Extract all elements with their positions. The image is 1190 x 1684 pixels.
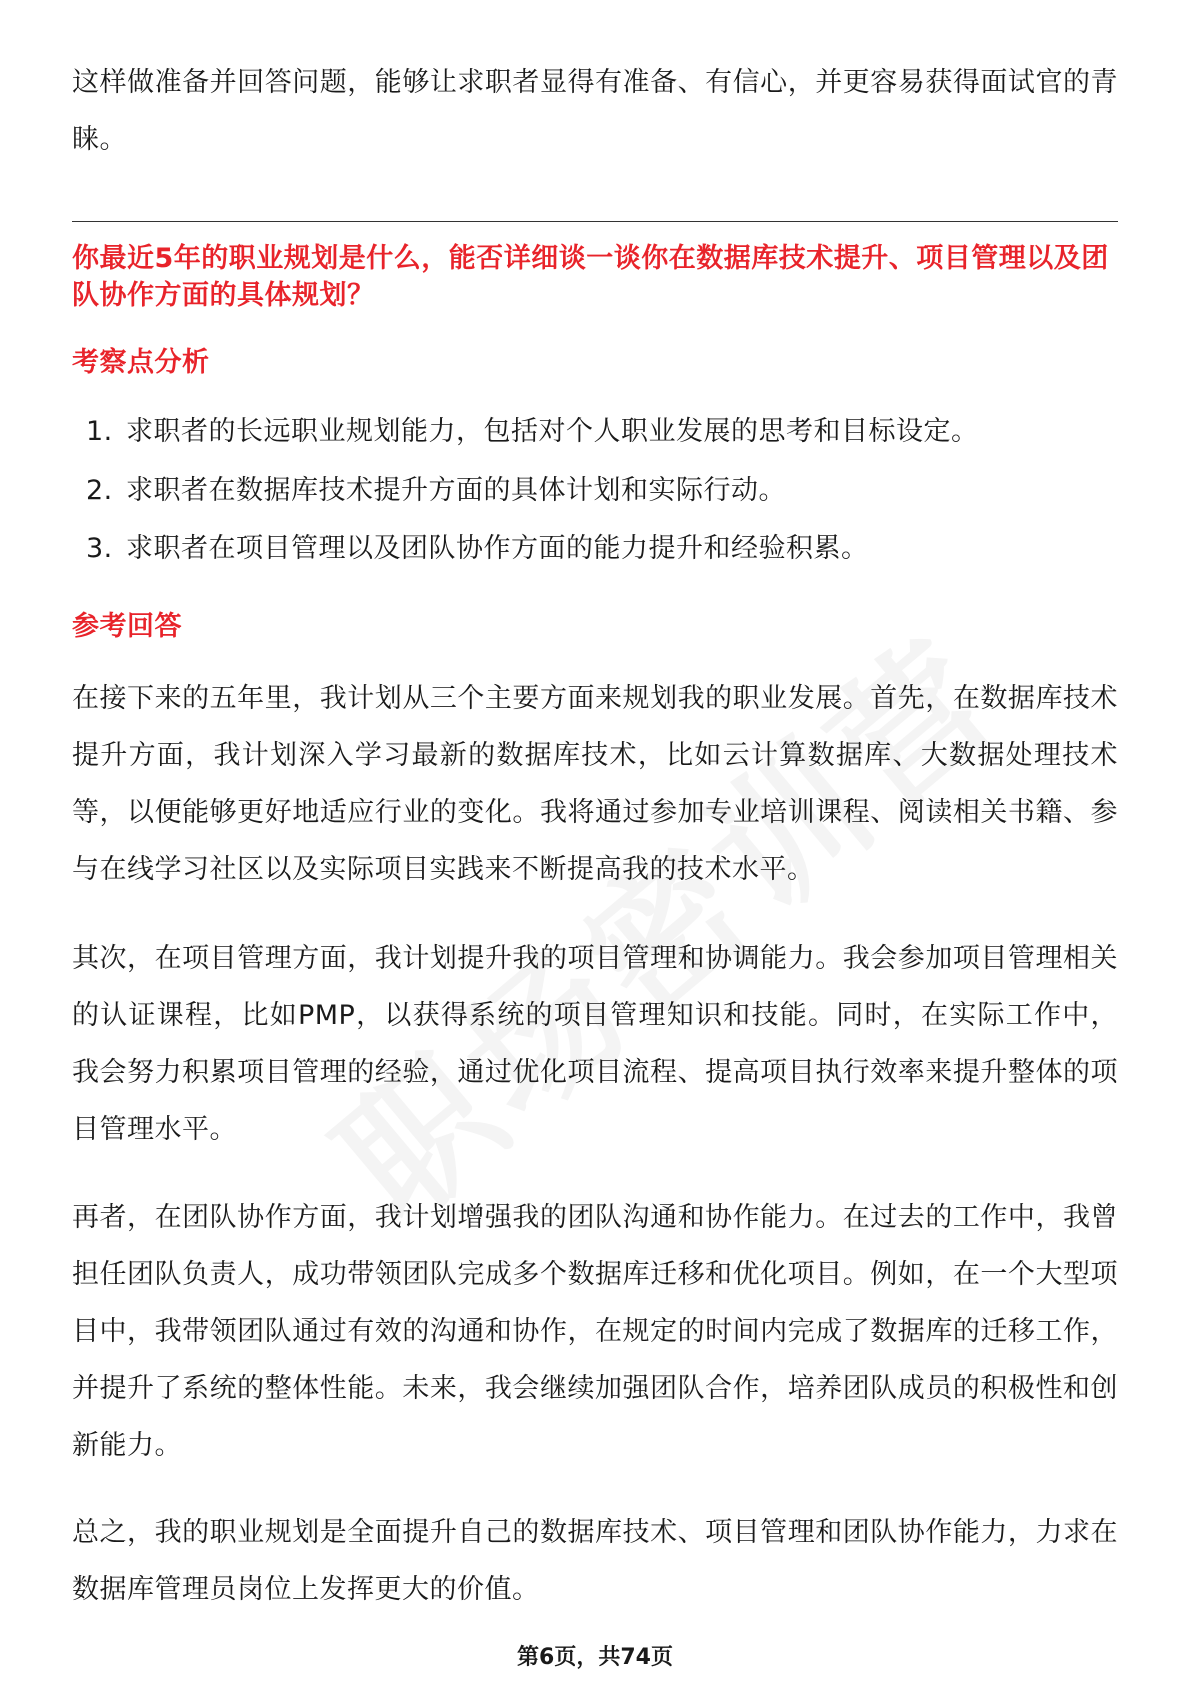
answer-paragraph-4: 总之，我的职业规划是全面提升自己的数据库技术、项目管理和团队协作能力，力求在数据库管理员岗位上发挥更大的价值。 (72, 1517, 1118, 1605)
document-page (72, 0, 1118, 1684)
list-item-text: 求职者的长远职业规划能力，包括对个人职业发展的思考和目标设定。 (126, 416, 979, 447)
list-item (86, 462, 1116, 521)
page-number: 第6页，共74页 (517, 1645, 673, 1670)
list-item-number: 3. (86, 533, 113, 564)
interview-question: 你最近5年的职业规划是什么，能否详细谈一谈你在数据库技术提升、项目管理以及团队协作方面的具体规划？ (72, 243, 1109, 311)
answer-paragraph-2: 其次，在项目管理方面，我计划提升我的项目管理和协调能力。我会参加项目管理相关的认证课程，比如PMP，以获得系统的项目管理知识和技能。同时，在实际工作中，我会努力积累项目管理的经验，通过优化项目流程、提高项目执行效率来提升整体的项目管理水平。 (72, 943, 1118, 1145)
answer-paragraph-1: 在接下来的五年里，我计划从三个主要方面来规划我的职业发展。首先，在数据库技术提升方面，我计划深入学习最新的数据库技术，比如云计算数据库、大数据处理技术等，以便能够更好地适应行业的变化。我将通过参加专业培训课程、阅读相关书籍、参与在线学习社区以及实际项目实践来不断提高我的技术水平。 (72, 683, 1118, 885)
list-item-number: 2. (86, 474, 113, 506)
list-item-text: 求职者在数据库技术提升方面的具体计划和实际行动。 (126, 474, 786, 506)
analysis-heading: 考察点分析 (72, 347, 210, 378)
analysis-list (86, 403, 1116, 579)
list-item (86, 403, 1116, 462)
list-item-text: 求职者在项目管理以及团队协作方面的能力提升和经验积累。 (126, 533, 869, 564)
section-divider (72, 221, 1118, 222)
list-item (86, 520, 1116, 579)
list-item-number: 1. (86, 416, 113, 447)
intro-paragraph: 这样做准备并回答问题，能够让求职者显得有准备、有信心，并更容易获得面试官的青睐。 (72, 67, 1118, 155)
answer-paragraph-3: 再者，在团队协作方面，我计划增强我的团队沟通和协作能力。在过去的工作中，我曾担任团队负责人，成功带领团队完成多个数据库迁移和优化项目。例如，在一个大型项目中，我带领团队通过有效的沟通和协作，在规定的时间内完成了数据库的迁移工作，并提升了系统的整体性能。未来，我会继续加强团队合作，培养团队成员的积极性和创新能力。 (72, 1202, 1118, 1461)
answer-heading: 参考回答 (72, 611, 182, 642)
